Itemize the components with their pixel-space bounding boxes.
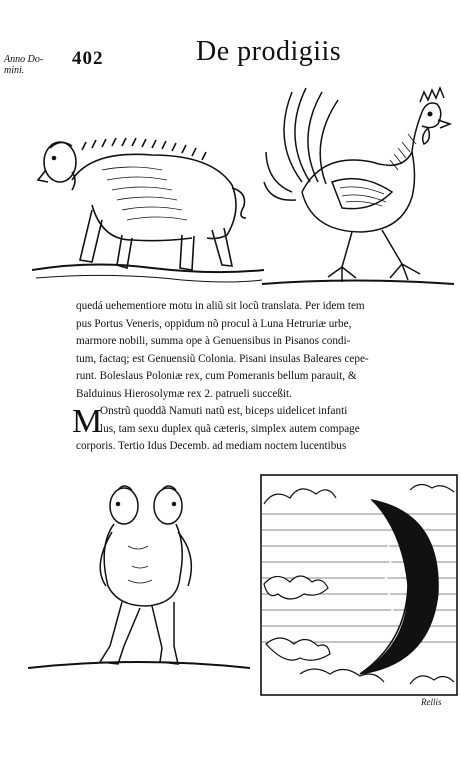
rooster-illustration xyxy=(262,82,454,292)
body-text xyxy=(72,298,460,456)
woodcut-rooster xyxy=(262,82,454,292)
running-head-title: De prodigiis xyxy=(196,36,342,67)
text-line: corporis. Tertio Idus Decemb. ad mediam noctem lucentibus xyxy=(76,440,347,452)
two-headed-child-illustration xyxy=(28,476,250,676)
text-line: Onstrũ quoddã Namuti natũ est, biceps uidelicet infanti xyxy=(100,405,348,417)
woodcut-crescent-moon xyxy=(260,474,458,696)
text-line: pus Portus Veneris, oppidum nõ procul à Luna Hetruriæ urbe, xyxy=(76,317,352,330)
woodcut-man-headed-pig xyxy=(32,110,264,292)
text-line: Balduinus Hierosolymæ rex 2. patrueli succeßit. xyxy=(76,387,292,400)
text-line: marmore nobili, summa ope à Genuensibus in Pisanos condi- xyxy=(76,335,351,347)
drop-initial: M xyxy=(72,403,103,440)
woodcut-two-headed-child xyxy=(28,476,250,676)
crescent-moon-illustration xyxy=(260,474,458,696)
paragraph-monstrum xyxy=(72,403,460,456)
text-line: runt. Boleslaus Poloniæ rex, cum Pomeranis bellum parauit, & xyxy=(76,370,357,382)
man-headed-pig-illustration xyxy=(32,110,264,292)
margin-note-anno-domini xyxy=(4,54,43,76)
artist-signature: Rellis xyxy=(421,697,442,707)
margin-note-line-2: mini. xyxy=(4,65,25,76)
text-line: lus, tam sexu duplex quã cæteris, simplex autem compage xyxy=(100,422,360,435)
margin-note-line-1: Anno Do- xyxy=(4,54,44,65)
text-line: quedá uehementiore motu in aliũ sit locũ translata. Per idem tem xyxy=(76,300,365,312)
text-line: tum, factaq; est Genuensiũ Colonia. Pisani insulas Baleares cepe- xyxy=(76,352,369,365)
page-number: 402 xyxy=(72,48,104,69)
